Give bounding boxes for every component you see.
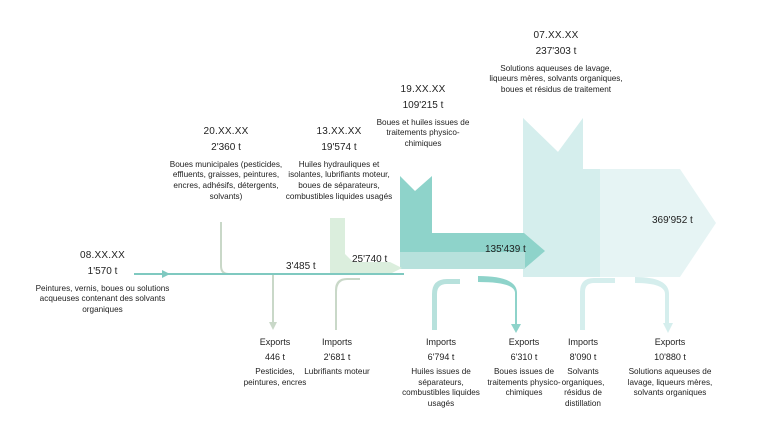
category-description: Huiles hydrauliques et isolantes, lubrifiants moteur, boues de séparateurs, combustibles liquides usagés — [285, 159, 393, 201]
side-flow-import-2681 — [335, 278, 360, 330]
side-flow-title: Imports — [567, 337, 598, 347]
flow-band-20 — [220, 222, 335, 275]
side-flow-label-export-446 — [240, 337, 310, 388]
category-quantity: 237'303 t — [535, 45, 577, 57]
side-flow-description: Huiles issues de séparateurs, combustibles liquides usagés — [402, 367, 480, 408]
side-flow-quantity: 8'090 t — [569, 351, 597, 362]
category-quantity: 1'570 t — [87, 265, 118, 277]
cumulative-total-4: 369'952 t — [652, 215, 693, 226]
category-code: 20.XX.XX — [203, 126, 249, 137]
side-flow-import-8090 — [580, 278, 615, 330]
category-description: Peintures, vernis, boues ou solutions acqueuses contenant des solvants organiques — [35, 283, 170, 314]
side-flow-export-10880 — [635, 277, 673, 333]
side-flow-description: Boues issues de traitements physico-chimiques — [487, 367, 561, 398]
category-code: 19.XX.XX — [400, 84, 446, 95]
category-description: Boues municipales (pesticides, effluents, graisses, peintures, encres, adhésifs, détergents, solvants) — [169, 159, 283, 201]
side-flow-description: Pesticides, peintures, encres — [243, 367, 307, 387]
flow-band-13 — [330, 218, 402, 274]
cumulative-total-1: 3'485 t — [286, 261, 316, 272]
category-code: 13.XX.XX — [316, 126, 362, 137]
category-quantity: 19'574 t — [321, 141, 357, 153]
category-description: Boues et huiles issues de traitements physico-chimiques — [376, 117, 470, 148]
side-flow-label-import-2681 — [302, 337, 372, 378]
category-08 — [20, 250, 185, 316]
side-flow-import-6794 — [432, 279, 460, 330]
side-flow-export-446 — [269, 275, 277, 330]
side-flow-title: Exports — [508, 337, 540, 347]
side-flow-title: Exports — [654, 337, 686, 347]
side-flow-export-6310 — [478, 276, 521, 333]
side-flow-title: Imports — [321, 337, 352, 347]
category-code: 08.XX.XX — [80, 250, 125, 261]
side-flow-title: Imports — [425, 337, 456, 347]
side-flow-label-import-8090 — [548, 337, 618, 410]
side-flow-label-import-6794 — [396, 337, 486, 410]
side-flow-description: Solutions aqueuses de lavage, liqueurs mères, solvants organiques — [627, 367, 713, 398]
side-flow-quantity: 10'880 t — [654, 351, 686, 362]
side-flow-quantity: 2'681 t — [323, 351, 351, 362]
category-20 — [165, 126, 287, 202]
category-quantity: 109'215 t — [402, 99, 444, 111]
category-code: 07.XX.XX — [533, 30, 579, 41]
cumulative-total-2: 25'740 t — [352, 254, 388, 265]
side-flow-label-export-10880 — [620, 337, 720, 399]
side-flow-description: Solvants organiques, résidus de distillation — [561, 367, 605, 408]
category-quantity: 2'360 t — [211, 141, 241, 153]
cumulative-total-3: 135'439 t — [485, 244, 526, 255]
side-flow-description: Lubrifiants moteur — [304, 367, 370, 377]
side-flow-title: Exports — [259, 337, 291, 347]
category-19 — [374, 84, 472, 150]
category-07 — [488, 30, 624, 96]
side-flow-quantity: 6'794 t — [427, 351, 455, 362]
side-flow-quantity: 446 t — [264, 351, 286, 362]
category-description: Solutions aqueuses de lavage, liqueurs mères, solvants organiques, boues et résidus de traitement — [489, 63, 623, 94]
side-flow-quantity: 6'310 t — [510, 351, 538, 362]
